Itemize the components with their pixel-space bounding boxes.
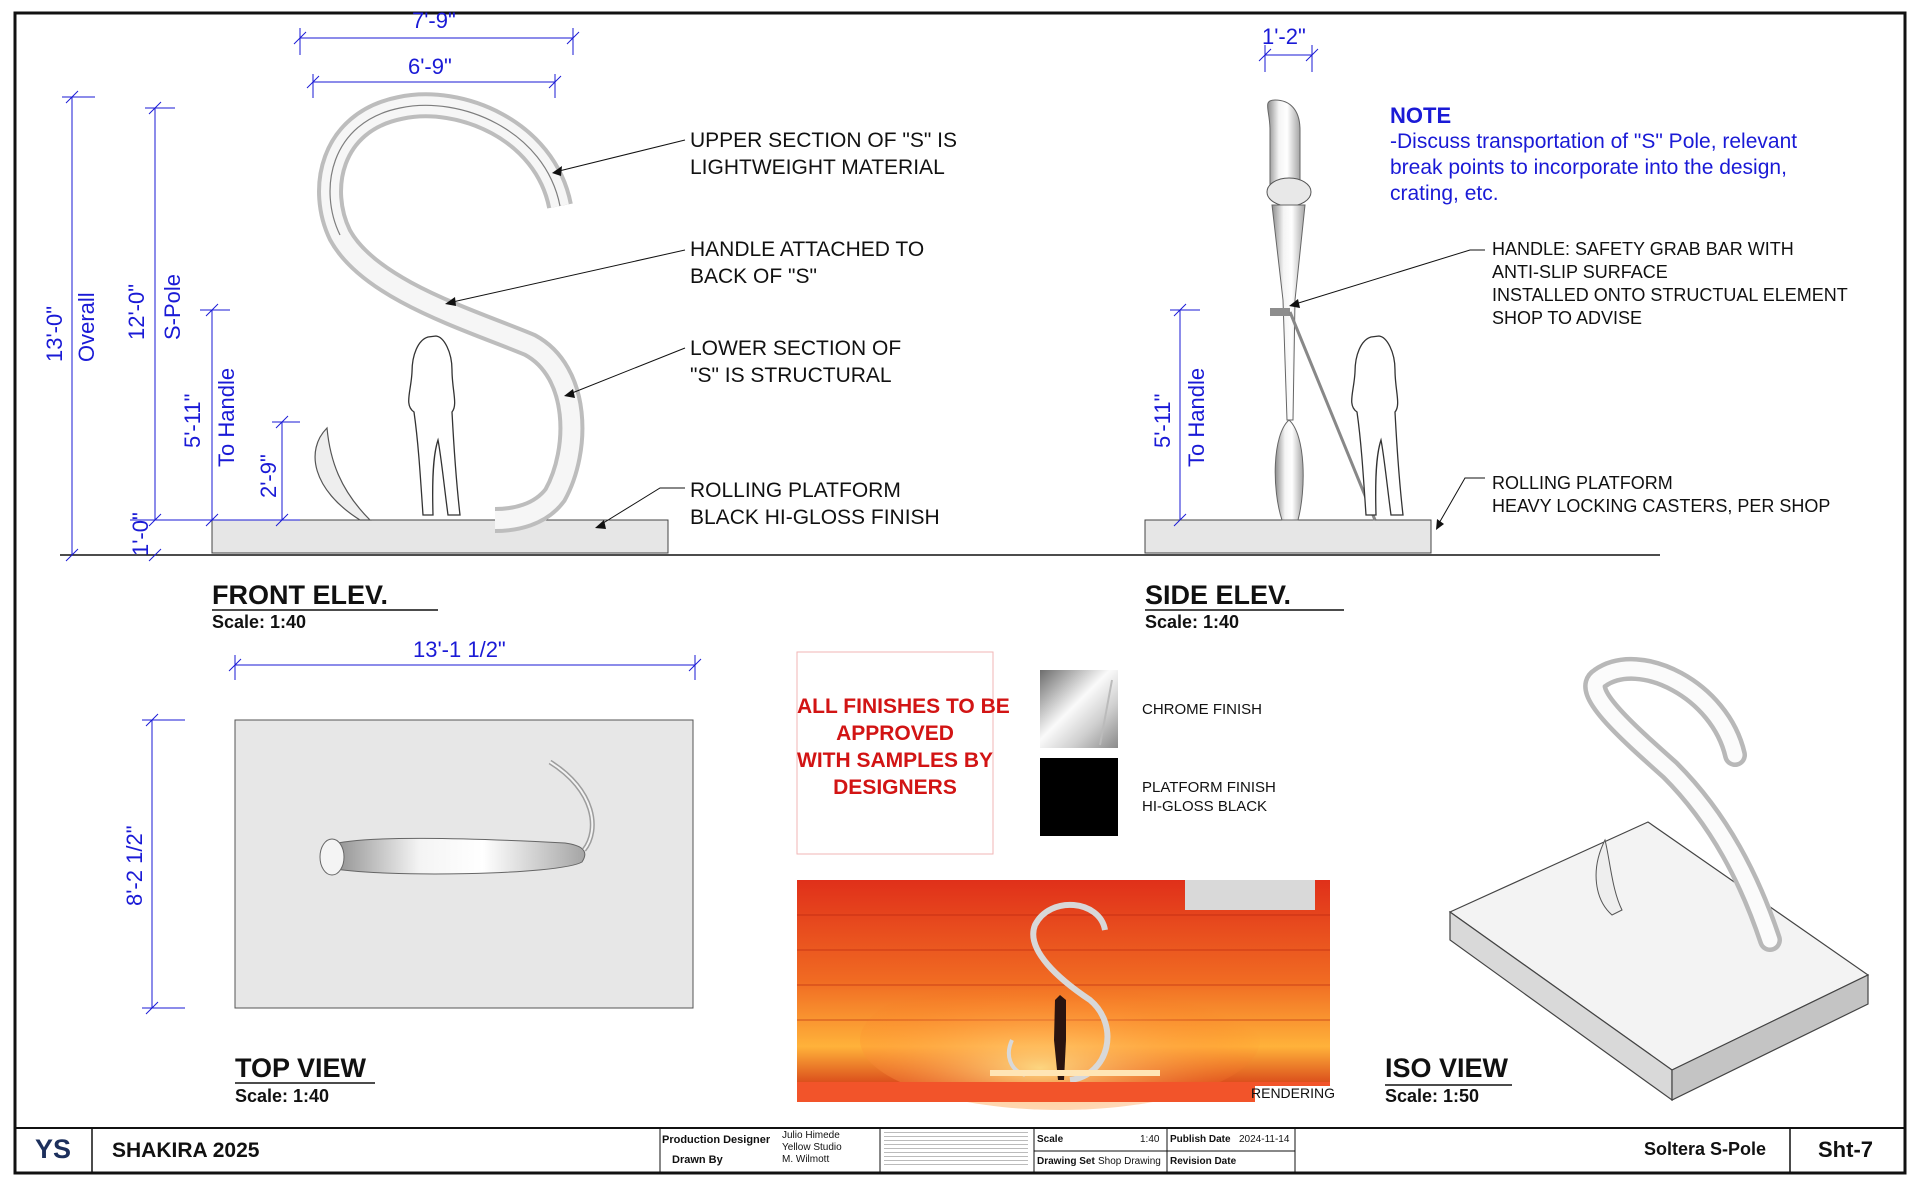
front-elev-scale: Scale: 1:40: [212, 612, 307, 632]
dim-base-height: 1'-0": [128, 512, 153, 556]
dim-top-width: 13'-1 1/2": [413, 637, 506, 662]
platform-finish-label: PLATFORM FINISH HI-GLOSS BLACK: [1142, 779, 1276, 815]
drawn-by-value: M. Wilmott: [782, 1154, 830, 1165]
studio-logo: YS: [35, 1134, 72, 1164]
dim-overall-width: 7'-9": [412, 8, 456, 33]
dim-s-height: 12'-0": [124, 283, 149, 340]
front-elevation-drawing: [62, 28, 685, 610]
scale-value: 1:40: [1140, 1134, 1160, 1145]
revision-date-label: Revision Date: [1170, 1156, 1237, 1167]
drawn-by-label: Drawn By: [672, 1154, 723, 1166]
sheet-number: Sht-7: [1818, 1137, 1873, 1162]
iso-view-drawing: [1385, 669, 1868, 1100]
dim-s-caption: S-Pole: [160, 273, 185, 340]
callout-upper-section: UPPER SECTION OF "S" IS LIGHTWEIGHT MATERIAL: [690, 129, 957, 179]
chrome-finish-label: CHROME FINISH: [1142, 701, 1262, 718]
dim-s-width: 6'-9": [408, 54, 452, 79]
dim-overall-height: 13'-0": [42, 305, 67, 362]
rendering-label: RENDERING: [1251, 1085, 1336, 1101]
dim-overall-caption: Overall: [74, 292, 99, 362]
finish-approval-note: ALL FINISHES TO BE APPROVED WITH SAMPLES BY DESIGNERS: [797, 695, 1010, 799]
dim-side-handle-caption: To Handle: [1184, 367, 1209, 467]
legal-fine-print: [884, 1132, 1028, 1168]
rendering-image: [797, 880, 1330, 1110]
publish-date-label: Publish Date: [1170, 1134, 1231, 1145]
dim-tail-height: 2'-9": [256, 454, 281, 498]
callout-lower-section: LOWER SECTION OF "S" IS STRUCTURAL: [690, 337, 902, 387]
note-text: -Discuss transportation of "S" Pole, relevant break points to incorporate into the design, crating, etc.: [1390, 130, 1798, 205]
scale-label: Scale: [1037, 1134, 1064, 1145]
top-view-title: TOP VIEW: [235, 1053, 367, 1083]
top-view-scale: Scale: 1:40: [235, 1086, 330, 1106]
callout-handle: HANDLE ATTACHED TO BACK OF "S": [690, 238, 925, 288]
callout-platform: ROLLING PLATFORM BLACK HI-GLOSS FINISH: [690, 479, 940, 529]
sheet-name: Soltera S-Pole: [1644, 1139, 1767, 1159]
dim-handle-height: 5'-11": [180, 393, 205, 448]
drawing-set-value: Shop Drawing: [1098, 1156, 1161, 1167]
project-name: SHAKIRA 2025: [112, 1139, 260, 1162]
iso-view-scale: Scale: 1:50: [1385, 1086, 1480, 1106]
front-elev-title: FRONT ELEV.: [212, 580, 389, 610]
note-heading: NOTE: [1390, 103, 1452, 128]
callout-side-platform: ROLLING PLATFORM HEAVY LOCKING CASTERS, PER SHOP: [1492, 473, 1831, 516]
side-elev-scale: Scale: 1:40: [1145, 612, 1240, 632]
side-elev-title: SIDE ELEV.: [1145, 580, 1292, 610]
prod-designer-value: Julio Himede Yellow Studio: [782, 1130, 842, 1153]
top-view-drawing: [142, 655, 701, 1083]
callout-side-handle: HANDLE: SAFETY GRAB BAR WITH ANTI-SLIP SURFACE INSTALLED ONTO STRUCTUAL ELEMENT SHOP TO ADVISE: [1492, 239, 1848, 328]
dim-side-handle-height: 5'-11": [1150, 393, 1175, 448]
dim-side-top-width: 1'-2": [1262, 24, 1306, 49]
drawing-set-label: Drawing Set: [1037, 1156, 1095, 1167]
iso-view-title: ISO VIEW: [1385, 1053, 1509, 1083]
publish-date-value: 2024-11-14: [1239, 1134, 1290, 1145]
dim-handle-caption: To Handle: [214, 367, 239, 467]
dim-top-depth: 8'-2 1/2": [122, 825, 147, 906]
prod-designer-label: Production Designer: [662, 1134, 771, 1146]
